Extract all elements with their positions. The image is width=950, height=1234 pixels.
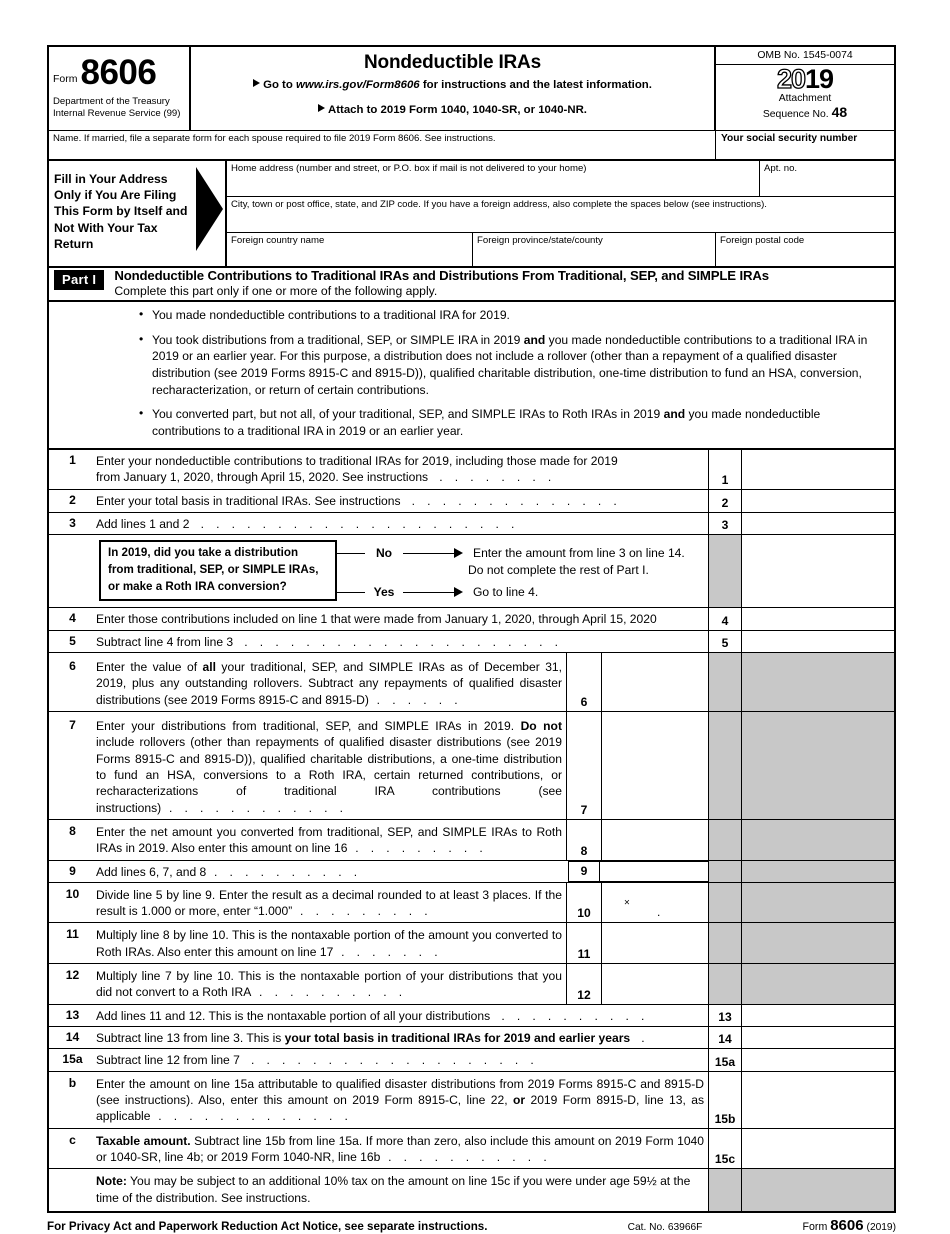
- line-15a-text: [96, 1049, 708, 1070]
- leader-dots: . . . . . . . . .: [292, 904, 432, 919]
- line-6-box-number: 6: [566, 653, 601, 711]
- line-15a-amount-field[interactable]: [741, 1049, 894, 1070]
- line-3-text: [96, 513, 708, 534]
- name-field-label: Name. If married, file a separate form for each spouse required to file 2019 Form 8606. See instructions.: [53, 133, 496, 144]
- line-4-amount-field[interactable]: [741, 608, 894, 629]
- line-13-box-number: 13: [708, 1005, 741, 1026]
- leader-dots: . . . . . . . . . . . . . . . . . . .: [243, 1053, 539, 1068]
- line-12-right-amount-shaded: [741, 964, 894, 1004]
- decision-no-label: No: [375, 546, 393, 561]
- line-7-inner-columns: [566, 712, 708, 819]
- line-11-amount-field[interactable]: [601, 923, 708, 963]
- leader-dots: . . . . . . . . .: [347, 841, 488, 856]
- leader-dots: . . . . . . . . . .: [251, 985, 407, 1000]
- footer-form-year: (2019): [866, 1221, 896, 1233]
- line-1-row: [49, 450, 894, 491]
- tax-year-short: 19: [805, 64, 834, 94]
- line-10-inner-columns: [566, 883, 708, 923]
- line-15c-amount-field[interactable]: [741, 1129, 894, 1169]
- line-4-number: 4: [69, 611, 76, 626]
- leader-dots: . . . . . . . . . .: [493, 1008, 649, 1023]
- decision-question-box: In 2019, did you take a distribution from traditional, SEP, or SIMPLE IRAs, or make a Roth IRA conversion?: [99, 540, 337, 601]
- city-state-zip-row[interactable]: [227, 197, 894, 233]
- line-3-row: [49, 513, 894, 535]
- line-13-number: 13: [65, 1007, 80, 1022]
- decision-no-result-a: Enter the amount from line 3 on line 14.: [473, 546, 685, 561]
- line-4-label: Enter those contributions included on line 1 that were made from January 1, 2020, through April 15, 2020: [96, 612, 657, 627]
- line-1-text-a: Enter your nondeductible contributions to traditional IRAs for 2019, including those made for 2019: [96, 453, 618, 468]
- line-14-box-number: 14: [708, 1027, 741, 1048]
- apt-no-label: Apt. no.: [764, 163, 798, 174]
- decision-yes-label: Yes: [373, 585, 395, 600]
- line-15c-number: c: [69, 1132, 76, 1147]
- part-1-tag: Part I: [54, 270, 104, 290]
- line-1-box-number: 1: [708, 450, 741, 490]
- line-15c-text: [96, 1129, 708, 1169]
- issuing-department: [53, 96, 185, 120]
- leader-dots: . . . . . . . . . . . . . .: [403, 494, 622, 509]
- foreign-postal-label: Foreign postal code: [720, 235, 805, 246]
- name-and-ssn-row: [47, 131, 896, 161]
- line-5-row: [49, 631, 894, 653]
- leader-dots: . . . . . . . .: [431, 470, 556, 485]
- line-2-row: [49, 490, 894, 512]
- decision-amount-blank: [741, 535, 894, 607]
- line-10-row: [49, 883, 894, 924]
- omb-number: OMB No. 1545-0074: [716, 47, 894, 65]
- line-10-label: Divide line 5 by line 9. Enter the result as a decimal rounded to at least 3 places. If the result is 1.000 or more, enter “1.000”: [96, 887, 562, 919]
- line-11-number: 11: [66, 927, 79, 942]
- line-8-inner-columns: [566, 820, 708, 860]
- line-9-label: Add lines 6, 7, and 8: [96, 864, 207, 879]
- line-10-number: 10: [65, 886, 80, 901]
- line-9-row: [49, 861, 894, 883]
- line-1-text: [96, 450, 708, 490]
- line-9-number: 9: [69, 863, 76, 878]
- line-6-amount-field[interactable]: [601, 653, 708, 711]
- line-3-number: 3: [69, 515, 76, 530]
- line-9-right-shaded: [708, 861, 741, 882]
- line-15c-label-b: Subtract line 15b from line 15a. If more than zero, also include this amount on 2019 Form 1040 or 1040-SR, line 4b; or 2019 Form 1040-NR, line 16b: [96, 1133, 704, 1164]
- line-1-amount-field[interactable]: [741, 450, 894, 490]
- attach-to-text: Attach to 2019 Form 1040, 1040-SR, or 1040-NR.: [328, 104, 587, 116]
- department-line-1: Department of the Treasury: [53, 96, 170, 107]
- department-line-2: Internal Revenue Service (99): [53, 107, 181, 119]
- line-6-right-shaded: [708, 653, 741, 711]
- decision-no-result-b: Do not complete the rest of Part I.: [468, 563, 649, 578]
- foreign-province-label: Foreign province/state/county: [477, 235, 603, 246]
- line-9-amount-field[interactable]: [600, 862, 708, 881]
- footer-form-identity: [803, 1217, 896, 1234]
- header-form-identity: [49, 47, 191, 130]
- privacy-act-notice: For Privacy Act and Paperwork Reduction Act Notice, see separate instructions.: [47, 1219, 488, 1233]
- tax-year-century: 20: [776, 64, 805, 94]
- list-item: • You took distributions from a traditional, SEP, or SIMPLE IRA in 2019 and you made nondeductible contributions to a traditional IRA in 2019 or an earlier year. For this purpose, a distribution does not include a rollover (other than a repayment of a qualified disaster distribution (see 2019 Forms 8915-C and 8915-D)), qualified charitable distribution, one-time distribution to fund an HSA, conversion, recharacterization, or return of certain contributions.: [139, 332, 882, 399]
- leader-dots: .: [633, 1031, 650, 1046]
- line-7-amount-field[interactable]: [601, 712, 708, 819]
- part-1-subtitle: Complete this part only if one or more of the following apply.: [114, 284, 438, 298]
- sequence-number: 48: [831, 103, 848, 120]
- line-8-text: [96, 820, 566, 860]
- line-13-row: [49, 1005, 894, 1027]
- form-header: [47, 45, 896, 131]
- line-14-label-a: Subtract line 13 from line 3. This is: [96, 1031, 285, 1046]
- line-12-text: [96, 964, 566, 1004]
- line-12-amount-field[interactable]: [601, 964, 708, 1004]
- line-2-number: 2: [69, 493, 76, 508]
- line-7-right-shaded: [708, 712, 741, 819]
- line-11-label: Multiply line 8 by line 10. This is the nontaxable portion of the amount you converted to Roth IRAs. Also enter this amount on line 17: [96, 928, 562, 959]
- part-1-title: Nondeductible Contributions to Traditional IRAs and Distributions From Traditional, SEP, and SIMPLE IRAs: [114, 268, 769, 283]
- line-8-label: Enter the net amount you converted from traditional, SEP, and SIMPLE IRAs to Roth IRAs in 2019. Also enter this amount on line 16: [96, 824, 562, 856]
- list-item: • You converted part, but not all, of your traditional, SEP, and SIMPLE IRAs to Roth IRAs in 2019 and you made nondeductible contributions to a traditional IRA in 2019 or an earlier year.: [139, 406, 882, 439]
- tax-year: [716, 66, 894, 93]
- name-field[interactable]: [49, 131, 716, 159]
- line-1-text-b: from January 1, 2020, through April 15, 2020. See instructions: [96, 470, 429, 485]
- footer-form-number: 8606: [830, 1216, 864, 1234]
- line-8-row: [49, 820, 894, 861]
- foreign-province-field[interactable]: [472, 233, 715, 266]
- line-9-box-number: 9: [569, 862, 600, 881]
- line-14-number: 14: [65, 1030, 80, 1045]
- line-4-text: [96, 608, 708, 629]
- line-12-label: Multiply line 7 by line 10. This is the nontaxable portion of your distributions that you did not convert to a Roth IRA: [96, 969, 562, 1000]
- goto-suffix: for instructions and the latest information.: [422, 79, 652, 91]
- line-15c-note-row: [49, 1169, 894, 1211]
- line-3-label: Add lines 1 and 2: [96, 516, 190, 531]
- leader-dots: . . . . . . . . . . .: [380, 1149, 552, 1164]
- line-12-inner-columns: [566, 964, 708, 1004]
- line-8-amount-field[interactable]: [601, 820, 708, 860]
- catalog-number: Cat. No. 63966F: [627, 1221, 703, 1233]
- note-label: Note:: [96, 1174, 127, 1189]
- line-2-label: Enter your total basis in traditional IRAs. See instructions: [96, 494, 401, 509]
- line-15c-box-number: 15c: [708, 1129, 741, 1169]
- city-state-zip-label: City, town or post office, state, and ZIP code. If you have a foreign address, also complete the spaces below (see instructions).: [231, 199, 767, 210]
- branch-shaft: [403, 592, 455, 593]
- apt-no-field[interactable]: [759, 161, 894, 196]
- line-10-right-shaded: [708, 883, 741, 923]
- line-10-text: [96, 883, 566, 923]
- line-2-box-number: 2: [708, 490, 741, 511]
- line-15a-box-number: 15a: [708, 1049, 741, 1070]
- line-15b-box-number: 15b: [708, 1072, 741, 1128]
- line-15c-row: [49, 1129, 894, 1170]
- page-title: Nondeductible IRAs: [364, 52, 541, 73]
- form-number: 8606: [80, 52, 157, 92]
- attachment-label: Attachment: [778, 93, 832, 104]
- line-9-inline-field[interactable]: [568, 861, 708, 882]
- decision-flow: [49, 535, 708, 607]
- line-11-right-amount-shaded: [741, 923, 894, 963]
- line-11-box-number: 11: [566, 923, 601, 963]
- city-state-zip-field[interactable]: [227, 197, 894, 232]
- line-5-box-number: 5: [708, 631, 741, 652]
- note-amount-shaded: [741, 1169, 894, 1211]
- multiply-symbol-icon: ×: [624, 897, 630, 909]
- line-10-box-number: 10: [566, 883, 601, 923]
- address-fields: [227, 161, 894, 266]
- line-15b-number: b: [68, 1075, 77, 1090]
- line-15a-number: 15a: [62, 1052, 83, 1067]
- line-13-label: Add lines 11 and 12. This is the nontaxable portion of all your distributions: [96, 1008, 491, 1023]
- line-15b-text: Enter the amount on line 15a attributable to qualified disaster distributions from 2019 Forms 8915-C and 8915-D (see instructions). Also, enter this amount on 2019 Form 8915-C, line 22, or 2019 Form 8915-D, line 13, as applicable . . . . . . . . . . . . .: [96, 1076, 704, 1124]
- line-12-box-number: 12: [566, 964, 601, 1004]
- list-item: [139, 307, 882, 324]
- decision-yes-result: Go to line 4.: [473, 585, 539, 600]
- line-8-number: 8: [69, 823, 76, 838]
- line-15a-row: [49, 1049, 894, 1071]
- tax-year-block: [716, 65, 894, 120]
- form-word-label: Form: [53, 73, 78, 85]
- goto-instructions-line: [191, 79, 714, 91]
- line-6-row: [49, 653, 894, 712]
- line-11-row: [49, 923, 894, 964]
- leader-dots: . . . . . . . . . . . . . . . . . . . . .: [192, 516, 519, 531]
- line-14-amount-field[interactable]: [741, 1027, 894, 1048]
- note-text-block: [96, 1169, 708, 1211]
- line-9-right-amount-shaded: [741, 861, 894, 882]
- line-7-number: 7: [69, 718, 76, 733]
- branch-shaft: [403, 553, 455, 554]
- line-11-right-shaded: [708, 923, 741, 963]
- line-3-box-number: 3: [708, 513, 741, 534]
- line-10-right-amount-shaded: [741, 883, 894, 923]
- line-6-right-amount-shaded: [741, 653, 894, 711]
- line-6-number: 6: [69, 659, 76, 674]
- line-5-amount-field[interactable]: [741, 631, 894, 652]
- line-13-amount-field[interactable]: [741, 1005, 894, 1026]
- line-11-inner-columns: [566, 923, 708, 963]
- line-3-amount-field[interactable]: [741, 513, 894, 534]
- line-7-right-amount-shaded: [741, 712, 894, 819]
- line-4-box-number: 4: [708, 608, 741, 629]
- decision-branch-yes: [337, 584, 538, 600]
- line-8-right-amount-shaded: [741, 820, 894, 860]
- note-spacer: [49, 1169, 96, 1211]
- line-7-box-number: 7: [566, 712, 601, 819]
- note-box-shaded: [708, 1169, 741, 1211]
- leader-dots: . . . . . . . . . . . . . . . . . . . . .: [236, 634, 563, 649]
- foreign-country-label: Foreign country name: [231, 235, 325, 246]
- line-5-label: Subtract line 4 from line 3: [96, 634, 234, 649]
- decision-box-number-shaded: [708, 535, 741, 607]
- sequence-label: Sequence No.: [762, 108, 829, 120]
- line-15b-row: [49, 1072, 894, 1129]
- branch-line: [337, 592, 365, 593]
- line-2-text: [96, 490, 708, 511]
- arrow-head-icon: [454, 548, 463, 558]
- line-12-right-shaded: [708, 964, 741, 1004]
- line-15a-label: Subtract line 12 from line 7: [96, 1053, 240, 1068]
- line-14-label-b: your total basis in traditional IRAs for 2019 and earlier years: [284, 1031, 631, 1046]
- line-12-number: 12: [65, 968, 80, 983]
- foreign-country-field[interactable]: [227, 233, 472, 266]
- line-15b-amount-field[interactable]: [741, 1072, 894, 1128]
- condition-text-1: You made nondeductible contributions to a traditional IRA for 2019.: [152, 308, 510, 322]
- part-1-conditions-list: [47, 300, 896, 448]
- arrow-head-icon: [454, 587, 463, 597]
- address-instruction-text: Fill in Your Address Only if You Are Filing This Form by Itself and Not With Your Tax Return: [54, 172, 188, 251]
- line-11-text: [96, 923, 566, 963]
- line-4-row: [49, 608, 894, 630]
- note-body: You may be subject to an additional 10% tax on the amount on line 15c if you were under age 59½ at the time of the distribution. See instructions.: [96, 1174, 691, 1205]
- line-12-row: [49, 964, 894, 1005]
- part-1-heading-text: [104, 268, 769, 298]
- line-15c-label-a: Taxable amount.: [96, 1133, 191, 1148]
- address-instruction-panel: [49, 161, 227, 266]
- line-5-number: 5: [69, 633, 76, 648]
- line-6-text: Enter the value of all your traditional, SEP, and SIMPLE IRAs as of December 31, 2019, plus any outstanding rollovers. Subtract any repayments of qualified disaster distributions (see 2019 Forms 8915-C and 8915-D) . . . . . .: [96, 660, 563, 707]
- right-triangle-icon-2: [318, 104, 325, 112]
- header-omb-block: [716, 47, 894, 130]
- ssn-field-label: Your social security number: [721, 133, 858, 144]
- right-triangle-icon: [253, 79, 260, 87]
- branch-line: [337, 553, 365, 554]
- form-footer: [47, 1213, 896, 1234]
- foreign-postal-field[interactable]: [715, 233, 894, 266]
- line-7-row: [49, 712, 894, 820]
- goto-url[interactable]: www.irs.gov/Form8606: [295, 79, 420, 91]
- header-title-block: [191, 47, 716, 130]
- home-address-label: Home address (number and street, or P.O. box if mail is not delivered to your home): [231, 163, 587, 174]
- line-2-amount-field[interactable]: [741, 490, 894, 511]
- footer-form-word: Form: [802, 1220, 828, 1233]
- line-9-text: [96, 861, 708, 882]
- line-5-text: [96, 631, 708, 652]
- home-address-row: [227, 161, 894, 197]
- line-8-right-shaded: [708, 820, 741, 860]
- right-arrow-icon: [196, 167, 223, 251]
- part-1-line-items: [47, 448, 896, 1213]
- line-6-inner-columns: [566, 653, 708, 711]
- attach-to-line: [191, 104, 714, 116]
- leader-dots: . . . . . . . . . .: [206, 864, 362, 879]
- line-8-box-number: 8: [566, 820, 601, 860]
- decision-branch-no: [337, 545, 685, 561]
- line-14-row: [49, 1027, 894, 1049]
- line-7-text: Enter your distributions from traditional, SEP, and SIMPLE IRAs in 2019. Do not include rollovers (other than repayments of qualified disaster distributions (see 2019 Forms 8915-C and 8915-D)), qualified charitable distributions, a one-time distribution to fund an HSA, conversions to a Roth IRA, certain returned contributions, or recharacterizations of traditional IRA contributions (see instructions) . . . . . . . . . . . .: [96, 719, 562, 815]
- decimal-point-mark: .: [657, 905, 661, 920]
- part-1-header: [47, 268, 896, 300]
- foreign-address-row: [227, 233, 894, 266]
- decision-flow-row: [49, 535, 894, 608]
- irs-form-8606: [47, 45, 896, 1234]
- home-address-field[interactable]: [227, 161, 759, 196]
- attachment-sequence: [716, 93, 894, 120]
- line-13-text: [96, 1005, 708, 1026]
- decision-branches: [337, 540, 708, 601]
- goto-prefix: Go to: [263, 79, 293, 91]
- address-block: [47, 161, 896, 268]
- line-10-ratio-field[interactable]: [601, 883, 708, 923]
- line-1-number: 1: [69, 452, 76, 467]
- line-14-text: [96, 1027, 708, 1048]
- ssn-field[interactable]: [716, 131, 894, 159]
- leader-dots: . . . . . . .: [333, 944, 442, 959]
